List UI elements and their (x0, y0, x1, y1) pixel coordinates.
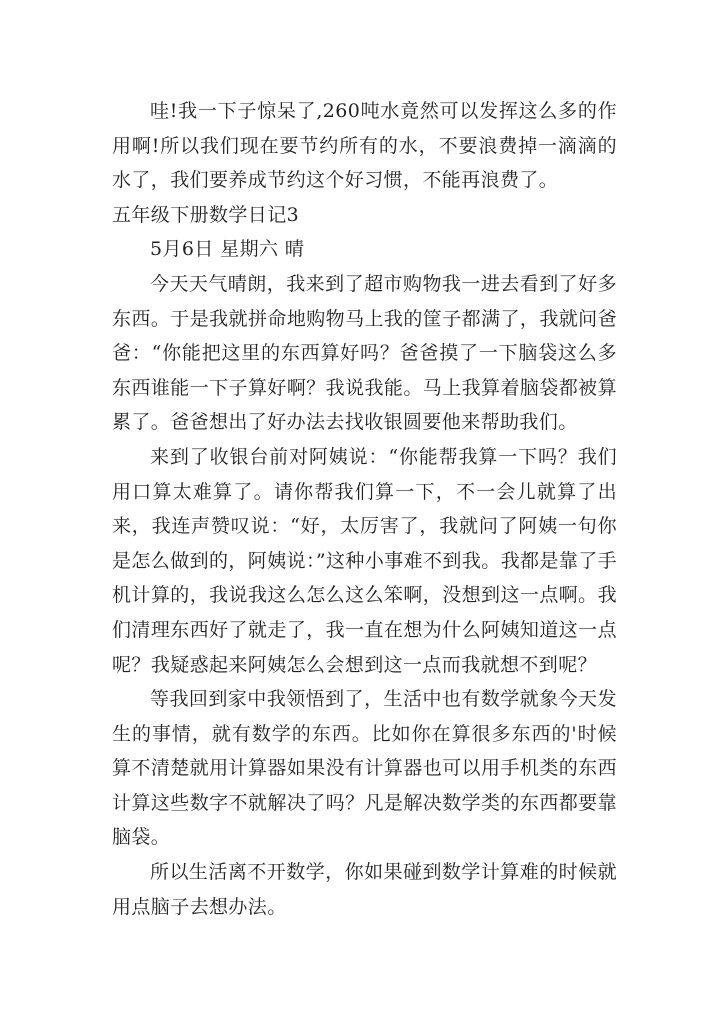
paragraph-1: 今天天气晴朗，我来到了超市购物我一进去看到了好多东西。于是我就拼命地购物马上我的筐子都满了，我就问爸爸：“你能把这里的东西算好吗？爸爸摸了一下脑袋这么多东西谁能一下子算好啊？我说我能。马上我算着脑袋都被算累了。爸爸想出了好办法去找收银圆要他来帮助我们。 (112, 272, 617, 434)
paragraph-3: 等我回到家中我领悟到了，生活中也有数学就象今天发生的事情，就有数学的东西。比如你在算很多东西的'时候算不清楚就用计算器如果没有计算器也可以用手机类的东西计算这些数字不就解决了吗？凡是解决数学类的东西都要靠脑袋。 (112, 688, 617, 849)
document-body (112, 94, 617, 924)
section-title: 五年级下册数学日记3 (112, 203, 300, 226)
intro-paragraph: 哇!我一下子惊呆了,260吨水竟然可以发挥这么多的作用啊!所以我们现在要节约所有的水，不要浪费掉一滴滴的水了，我们要养成节约这个好习惯，不能再浪费了。 (112, 100, 617, 192)
paragraph-2: 来到了收银台前对阿姨说：“你能帮我算一下吗？我们用口算太难算了。请你帮我们算一下，不一会儿就算了出来，我连声赞叹说：“好，太厉害了，我就问了阿姨一句你是怎么做到的，阿姨说：”这种小事难不到我。我都是靠了手机计算的，我说我这么怎么这么笨啊，没想到这一点啊。我们清理东西好了就走了，我一直在想为什么阿姨知道这一点呢？我疑惑起来阿姨怎么会想到这一点而我就想不到呢？ (112, 445, 618, 676)
paragraph-4: 所以生活离不开数学，你如果碰到数学计算难的时候就用点脑子去想办法。 (112, 861, 617, 918)
date-line: 5月6日 星期六 晴 (150, 238, 305, 261)
